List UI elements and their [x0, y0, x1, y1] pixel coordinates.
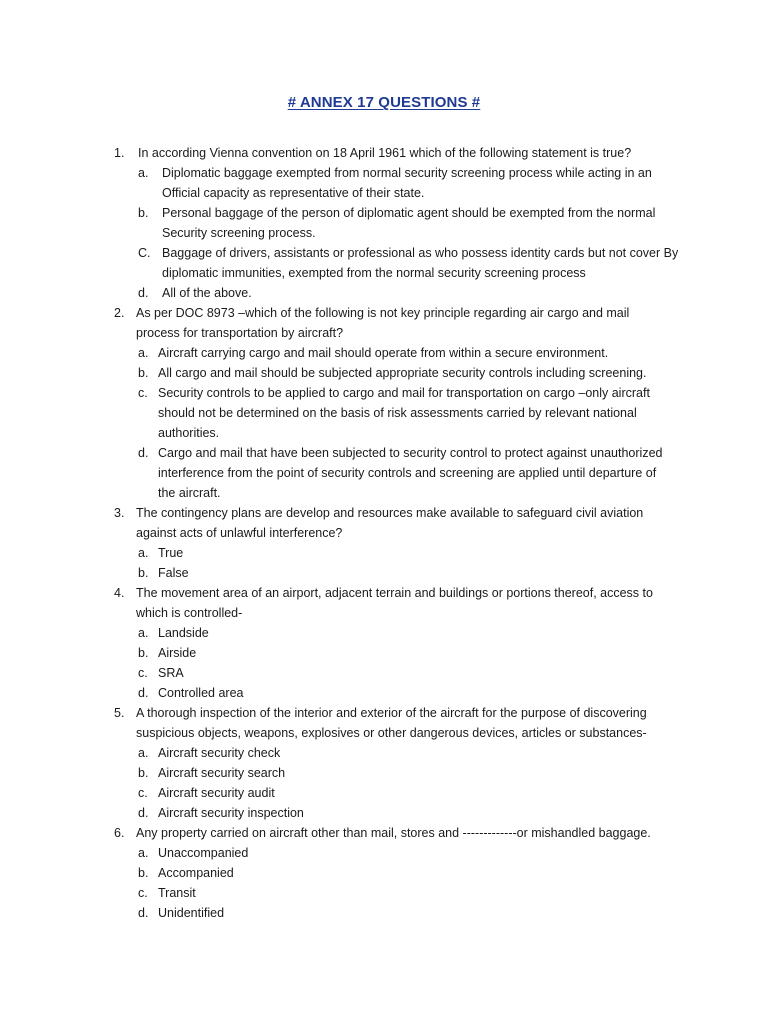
- option-d: [0, 683, 768, 703]
- option-letter: c.: [138, 786, 148, 800]
- option-letter: b.: [138, 366, 149, 380]
- question-text: The movement area of an airport, adjacent terrain and buildings or portions thereof, access to which is controlled-: [136, 586, 653, 620]
- option-letter: b.: [138, 866, 149, 880]
- option-b: [0, 763, 768, 783]
- option-text: Personal baggage of the person of diplomatic agent should be exempted from the normal Security screening process.: [162, 206, 656, 240]
- question-number: 5.: [114, 706, 125, 720]
- option-letter: d.: [138, 446, 149, 460]
- question-text: A thorough inspection of the interior and exterior of the aircraft for the purpose of discovering suspicious objects, weapons, explosives or other dangerous devices, articles or substances-: [136, 706, 647, 740]
- option-letter: d.: [138, 286, 149, 300]
- option-d: [0, 803, 768, 823]
- option-d: [0, 443, 768, 503]
- option-text: SRA: [158, 666, 184, 680]
- option-text: Aircraft carrying cargo and mail should operate from within a secure environment.: [158, 346, 609, 360]
- option-letter: d.: [138, 686, 149, 700]
- option-letter: a.: [138, 626, 149, 640]
- option-letter: d.: [138, 806, 149, 820]
- option-text: False: [158, 566, 189, 580]
- option-letter: a.: [138, 846, 149, 860]
- question-6: [0, 823, 768, 923]
- question-list: [0, 143, 768, 923]
- question-text: In according Vienna convention on 18 April 1961 which of the following statement is true?: [138, 146, 632, 160]
- option-c: [0, 883, 768, 903]
- question-5: [0, 703, 768, 823]
- option-text: Unaccompanied: [158, 846, 249, 860]
- option-b: [0, 643, 768, 663]
- option-text: Aircraft security audit: [158, 786, 275, 800]
- option-d: [0, 903, 768, 923]
- question-number: 4.: [114, 586, 125, 600]
- option-text: Landside: [158, 626, 209, 640]
- question-2: [0, 303, 768, 503]
- question-text: The contingency plans are develop and resources make available to safeguard civil aviation against acts of unlawful interference?: [136, 506, 644, 540]
- option-text: All of the above.: [162, 286, 252, 300]
- question-number: 3.: [114, 506, 125, 520]
- option-b: [0, 563, 768, 583]
- option-letter: b.: [138, 566, 149, 580]
- question-3: [0, 503, 768, 583]
- option-letter: c.: [138, 666, 148, 680]
- option-d: [0, 283, 768, 303]
- option-c: [0, 663, 768, 683]
- option-text: Aircraft security check: [158, 746, 281, 760]
- option-a: [0, 163, 768, 203]
- option-text: Controlled area: [158, 686, 244, 700]
- option-letter: c.: [138, 886, 148, 900]
- option-a: [0, 843, 768, 863]
- option-b: [0, 363, 768, 383]
- option-a: [0, 543, 768, 563]
- question-number: 2.: [114, 306, 125, 320]
- option-letter: C.: [138, 246, 151, 260]
- option-text: Diplomatic baggage exempted from normal security screening process while acting in an Official capacity as representative of their state.: [162, 166, 652, 200]
- question-text: Any property carried on aircraft other than mail, stores and -------------or mishandled baggage.: [136, 826, 651, 840]
- option-text: Accompanied: [158, 866, 234, 880]
- option-text: Cargo and mail that have been subjected to security control to protect against unauthorized interference from the point of security controls and screening are applied until departure of the aircraft.: [158, 446, 663, 500]
- question-1: [0, 143, 768, 303]
- option-b: [0, 863, 768, 883]
- option-b: [0, 203, 768, 243]
- option-a: [0, 743, 768, 763]
- option-text: True: [158, 546, 184, 560]
- option-a: [0, 623, 768, 643]
- option-letter: a.: [138, 546, 149, 560]
- option-text: Unidentified: [158, 906, 225, 920]
- option-c: [0, 383, 768, 443]
- option-text: All cargo and mail should be subjected appropriate security controls including screening.: [158, 366, 647, 380]
- option-letter: a.: [138, 346, 149, 360]
- option-a: [0, 343, 768, 363]
- page-title: # ANNEX 17 QUESTIONS #: [287, 94, 481, 111]
- option-text: Security controls to be applied to cargo and mail for transportation on cargo –only aircraft should not be determined on the basis of risk assessments carried by relevant national authorities.: [158, 386, 650, 440]
- option-c: [0, 783, 768, 803]
- option-letter: d.: [138, 906, 149, 920]
- question-4: [0, 583, 768, 703]
- option-letter: a.: [138, 166, 149, 180]
- option-text: Baggage of drivers, assistants or professional as who possess identity cards but not cover By diplomatic immunities, exempted from the normal security screening process: [162, 246, 679, 280]
- question-text: As per DOC 8973 –which of the following is not key principle regarding air cargo and mail process for transportation by aircraft?: [136, 306, 630, 340]
- option-c: [0, 243, 768, 283]
- question-number: 6.: [114, 826, 125, 840]
- option-letter: c.: [138, 386, 148, 400]
- option-text: Transit: [158, 886, 196, 900]
- option-letter: b.: [138, 766, 149, 780]
- option-letter: b.: [138, 646, 149, 660]
- option-text: Aircraft security search: [158, 766, 286, 780]
- option-letter: a.: [138, 746, 149, 760]
- option-text: Airside: [158, 646, 197, 660]
- option-letter: b.: [138, 206, 149, 220]
- question-number: 1.: [114, 146, 125, 160]
- option-text: Aircraft security inspection: [158, 806, 304, 820]
